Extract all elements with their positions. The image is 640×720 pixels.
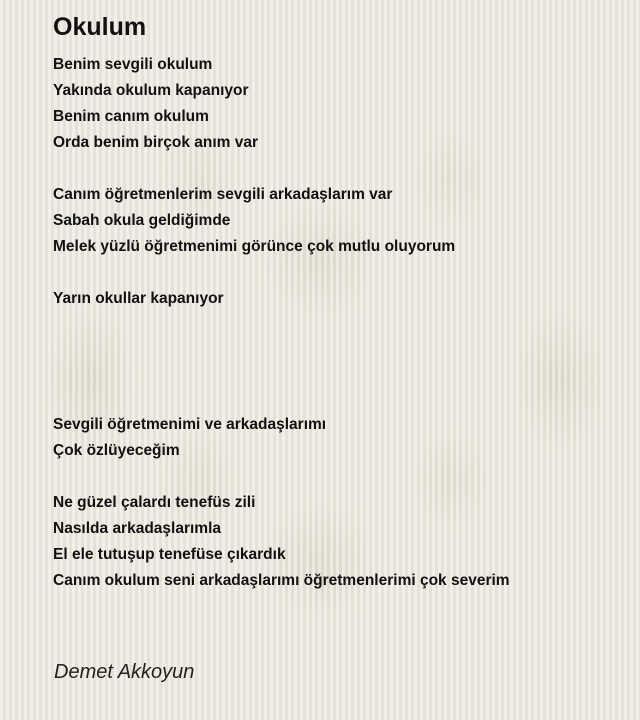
poem-line: Canım okulum seni arkadaşlarımı öğretmenlerimi çok severim bbox=[53, 572, 510, 589]
poem-line: Çok özlüyeceğim bbox=[53, 442, 180, 459]
poem-line: Canım öğretmenlerim sevgili arkadaşlarım var bbox=[53, 186, 393, 203]
stanza-4 bbox=[53, 412, 633, 464]
poem-line: Yarın okullar kapanıyor bbox=[53, 290, 224, 307]
stanza-5 bbox=[53, 490, 633, 594]
poem-body bbox=[53, 52, 633, 620]
poem-line: Sevgili öğretmenimi ve arkadaşlarımı bbox=[53, 416, 327, 433]
stanza-3 bbox=[53, 286, 633, 312]
poem-line: Sabah okula geldiğimde bbox=[53, 212, 231, 229]
poem-line: Orda benim birçok anım var bbox=[53, 134, 259, 151]
poem-title: Okulum bbox=[53, 13, 147, 41]
stanza-2 bbox=[53, 182, 633, 260]
poem-line: El ele tutuşup tenefüse çıkardık bbox=[53, 546, 286, 563]
stanza-1 bbox=[53, 52, 633, 156]
poem-line: Melek yüzlü öğretmenimi görünce çok mutlu oluyorum bbox=[53, 238, 456, 255]
poem-line: Ne güzel çalardı tenefüs zili bbox=[53, 494, 256, 511]
poem-author: Demet Akkoyun bbox=[54, 661, 195, 683]
poem-line: Benim canım okulum bbox=[53, 108, 209, 125]
poem-line: Yakında okulum kapanıyor bbox=[53, 82, 249, 99]
poem-line: Nasılda arkadaşlarımla bbox=[53, 520, 222, 537]
poem-line: Benim sevgili okulum bbox=[53, 56, 213, 73]
